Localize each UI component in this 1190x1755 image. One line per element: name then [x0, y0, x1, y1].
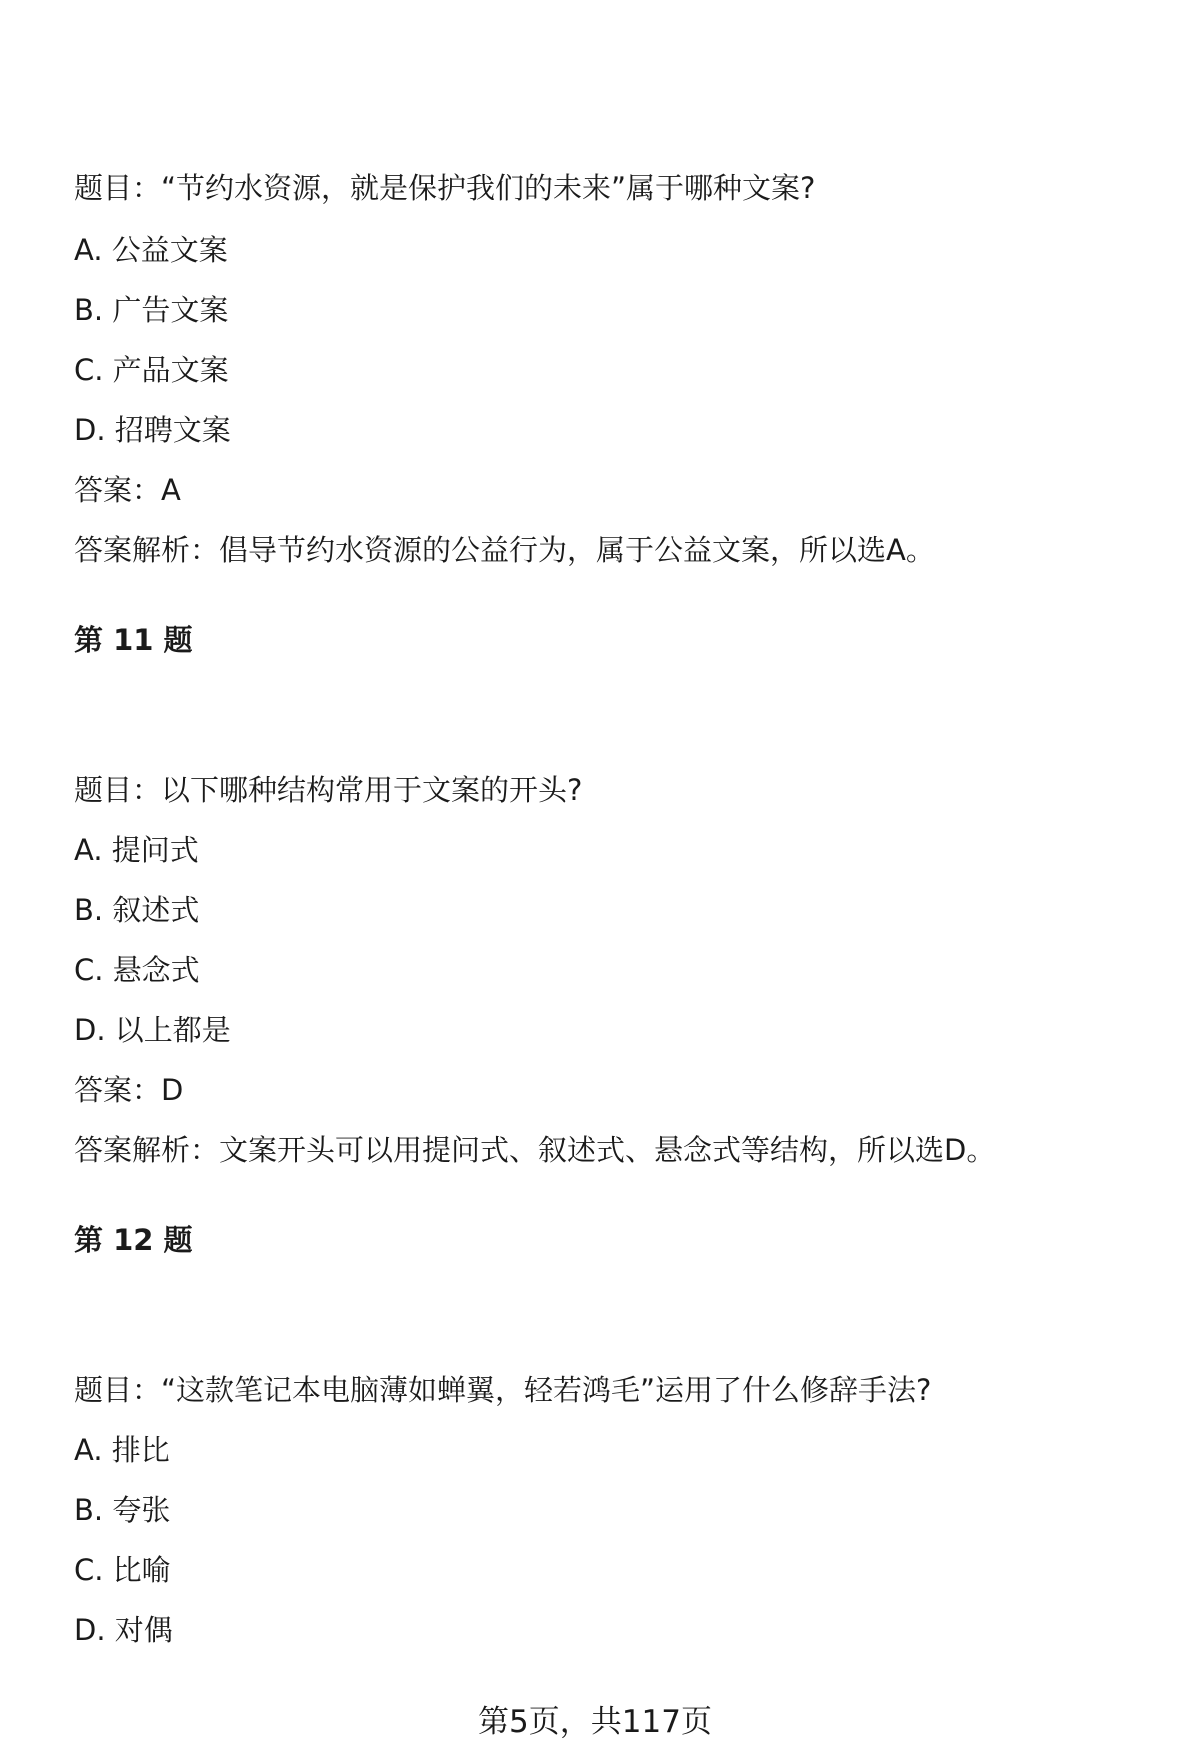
- answer-text: 答案：D: [74, 1073, 184, 1107]
- option-b: B. 夸张: [74, 1493, 171, 1527]
- question-text: 题目：以下哪种结构常用于文案的开头?: [74, 773, 583, 807]
- option-d: D. 招聘文案: [74, 413, 231, 447]
- option-d: D. 以上都是: [74, 1013, 231, 1047]
- option-b: B. 广告文案: [74, 293, 229, 327]
- question-heading: 第 11 题: [74, 623, 193, 657]
- answer-text: 答案：A: [74, 473, 181, 507]
- option-c: C. 悬念式: [74, 953, 200, 987]
- option-c: C. 产品文案: [74, 353, 229, 387]
- option-a: A. 排比: [74, 1433, 170, 1467]
- option-d: D. 对偶: [74, 1613, 173, 1647]
- option-a: A. 提问式: [74, 833, 199, 867]
- question-text: 题目：“这款笔记本电脑薄如蝉翼，轻若鸿毛”运用了什么修辞手法?: [74, 1373, 932, 1407]
- option-a: A. 公益文案: [74, 233, 228, 267]
- question-heading: 第 12 题: [74, 1223, 193, 1257]
- answer-explanation: 答案解析：文案开头可以用提问式、叙述式、悬念式等结构，所以选D。: [74, 1133, 996, 1167]
- question-text: 题目：“节约水资源，就是保护我们的未来”属于哪种文案?: [74, 171, 816, 205]
- option-c: C. 比喻: [74, 1553, 171, 1587]
- page-number: 第5页，共117页: [478, 1704, 712, 1740]
- option-b: B. 叙述式: [74, 893, 200, 927]
- answer-explanation: 答案解析：倡导节约水资源的公益行为，属于公益文案，所以选A。: [74, 533, 935, 567]
